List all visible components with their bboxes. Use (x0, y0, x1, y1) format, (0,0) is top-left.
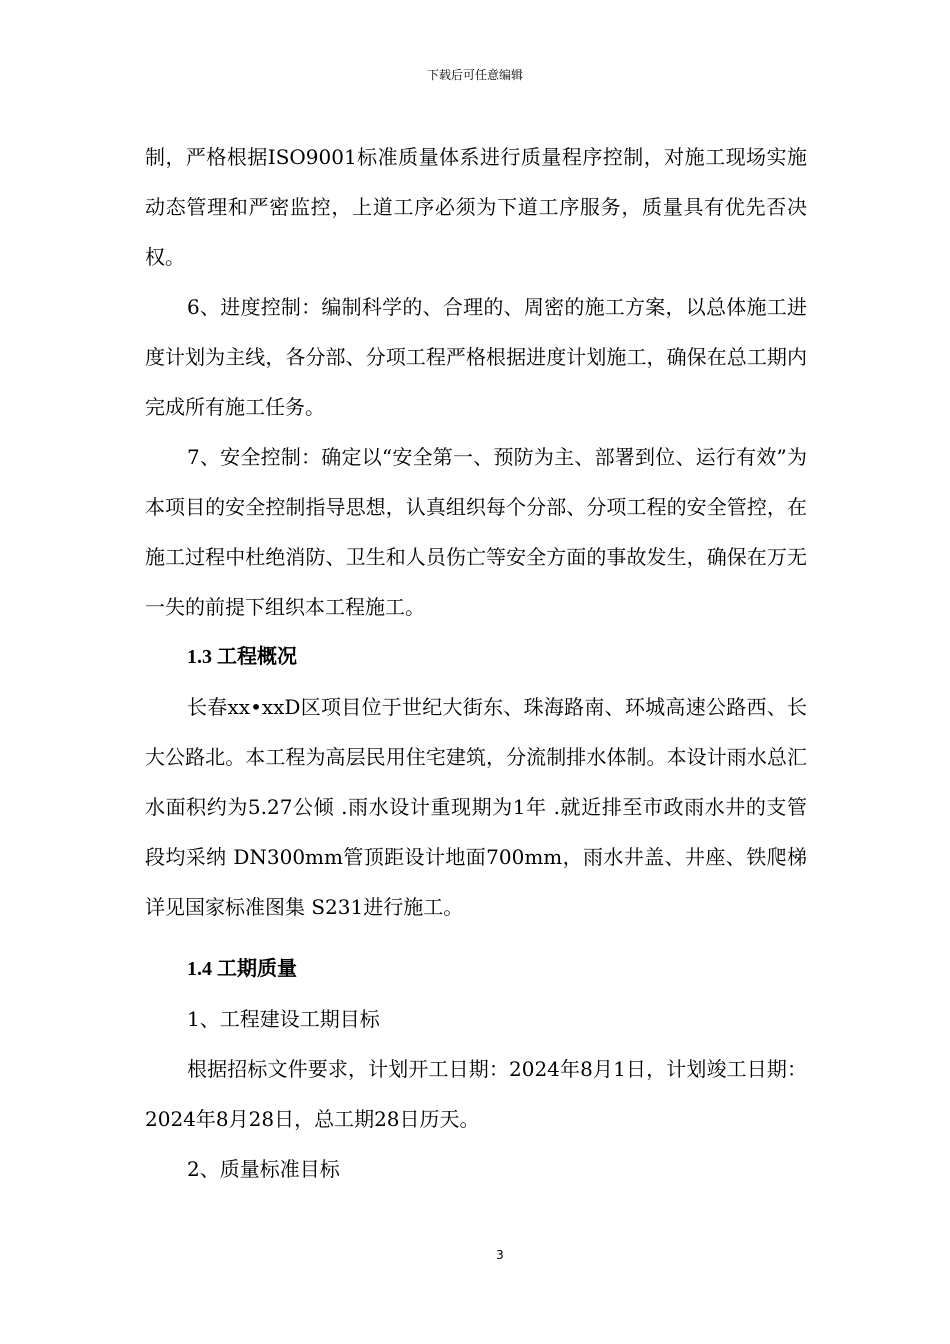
section-heading-overview: 1.3 工程概况 (187, 646, 297, 668)
paragraph-safety-control: 7、安全控制：确定以“安全第一、预防为主、部署到位、运行有效”为本项目的安全控制指导思想，认真组织每个分部、分项工程的安全管控，在施工过程中杜绝消防、卫生和人员伤亡等安全方面的事故发生，确保在万无一失的前提下组织本工程施工。 (145, 445, 807, 619)
paragraph-quality-control: 制，严格根据ISO9001标准质量体系进行质量程序控制，对施工现场实施动态管理和严密监控，上道工序必须为下道工序服务，质量具有优先否决权。 (145, 145, 807, 269)
page-header: 下载后可任意编辑 (426, 68, 523, 82)
document-body (145, 132, 807, 1194)
paragraph-project-overview: 长春xx•xxD区项目位于世纪大街东、珠海路南、环城高速公路西、长大公路北。本工程为高层民用住宅建筑，分流制排水体制。本设计雨水总汇水面积约为5.27公倾 .雨水设计重现期为1年 .就近排至市政雨水井的支管段均采纳 DN300mm管顶距设计地面700mm，雨水井盖、井座、铁爬梯详见国家标准图集 S231进行施工。 (145, 695, 807, 919)
page-number: 3 (496, 1248, 504, 1262)
paragraph-schedule-control: 6、进度控制：编制科学的、合理的、周密的施工方案，以总体施工进度计划为主线，各分部、分项工程严格根据进度计划施工，确保在总工期内完成所有施工任务。 (145, 295, 807, 419)
section-heading-schedule-quality: 1.4 工期质量 (187, 958, 297, 980)
item-schedule-goal: 1、工程建设工期目标 (187, 1007, 380, 1031)
paragraph-schedule-dates: 根据招标文件要求，计划开工日期：2024年8月1日，计划竣工日期：2024年8月28日，总工期28日历天。 (145, 1057, 807, 1131)
item-quality-goal: 2、质量标准目标 (187, 1157, 340, 1181)
